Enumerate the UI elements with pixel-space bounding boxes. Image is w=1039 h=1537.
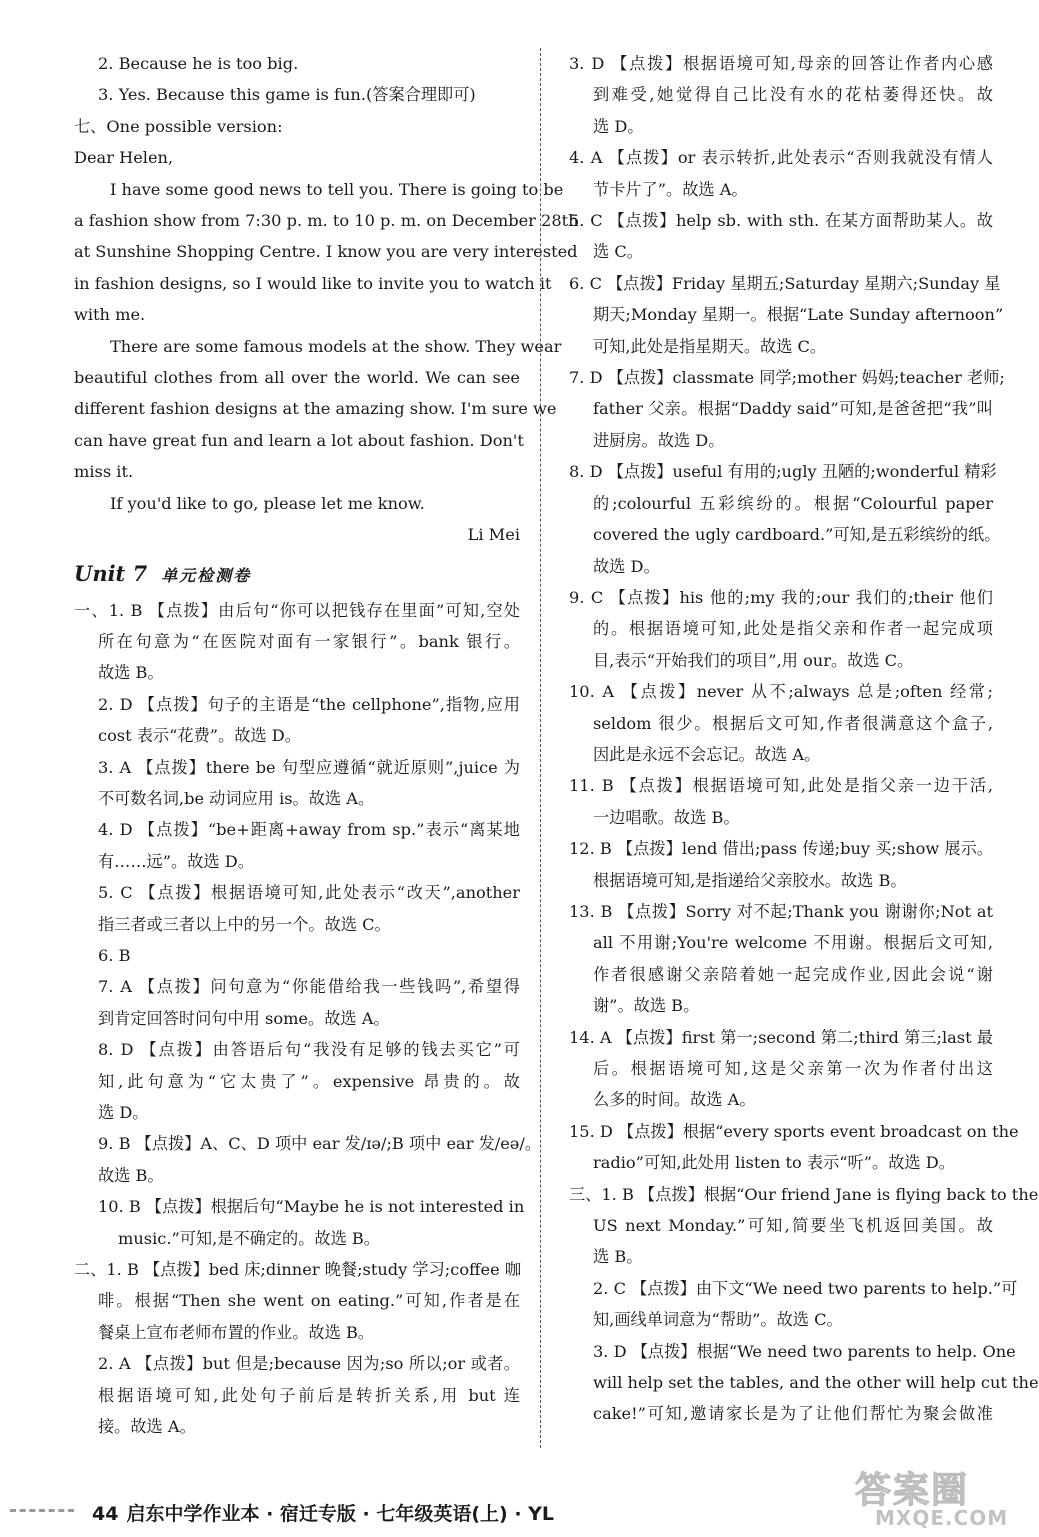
text-line: all 不用谢;You're welcome 不用谢。根据后文可知,: [593, 933, 993, 953]
text-line: cost 表示“花费”。故选 D。: [98, 726, 301, 746]
text-line: different fashion designs at the amazing show. I'm sure we: [74, 399, 557, 419]
text-line: 接。故选 A。: [98, 1417, 196, 1437]
text-line: cake!”可知,邀请家长是为了让他们帮忙为聚会做准: [593, 1404, 993, 1424]
text-line: 5. C 【点拨】help sb. with sth. 在某方面帮助某人。故: [569, 211, 993, 231]
text-line: 作者很感谢父亲陪着她一起完成作业,因此会说“谢: [593, 964, 993, 984]
unit-title: Unit 7: [74, 560, 148, 586]
text-line: 的;colourful 五彩缤纷的。根据“Colourful paper: [593, 493, 993, 513]
unit-heading: [74, 555, 520, 595]
text-line: 2. A 【点拨】but 但是;because 因为;so 所以;or 或者。: [98, 1354, 520, 1374]
text-line: 到肯定回答时问句中用 some。故选 A。: [98, 1008, 390, 1028]
text-line: 二、1. B 【点拨】bed 床;dinner 晚餐;study 学习;coffee 咖: [74, 1260, 522, 1280]
text-line: 的。根据语境可知,此处是指父亲和作者一起完成项: [593, 619, 993, 639]
watermark-logo: 答案圈: [855, 1470, 970, 1511]
watermark-url: MXQE.COM: [875, 1506, 1009, 1530]
text-line: 目,表示“开始我们的项目”,用 our。故选 C。: [593, 650, 914, 670]
text-line: 根据语境可知,是指递给父亲胶水。故选 B。: [593, 870, 907, 890]
text-line: 所在句意为“在医院对面有一家银行”。bank 银行。: [98, 631, 520, 651]
text-line: 11. B 【点拨】根据语境可知,此处是指父亲一边干活,: [569, 776, 993, 796]
text-line: music.”可知,是不确定的。故选 B。: [118, 1228, 380, 1248]
text-line: covered the ugly cardboard.”可知,是五彩缤纷的纸。: [593, 525, 1001, 545]
unit-subtitle: 单元检测卷: [161, 565, 252, 585]
text-line: 一、1. B 【点拨】由后句“你可以把钱存在里面”可知,空处: [74, 600, 520, 620]
text-line: US next Monday.”可知,简要坐飞机返回美国。故: [593, 1216, 993, 1236]
text-line: 餐桌上宣布老师布置的作业。故选 B。: [98, 1322, 375, 1342]
text-line: 故选 D。: [593, 556, 660, 576]
left-column: [74, 48, 579, 1442]
text-line: 一边唱歌。故选 B。: [593, 807, 740, 827]
text-line: 5. C 【点拨】根据语境可知,此处表示“改天”,another: [98, 883, 520, 903]
text-line: 7. D 【点拨】classmate 同学;mother 妈妈;teacher 老师;: [569, 368, 1005, 388]
page-number: 44: [92, 1503, 119, 1525]
footer-decor-bar: [10, 1509, 74, 1516]
text-line: 不可数名词,be 动词应用 is。故选 A。: [98, 788, 375, 808]
text-line: 有……远”。故选 D。: [98, 851, 254, 871]
text-line: 期天;Monday 星期一。根据“Late Sunday afternoon”: [593, 305, 1004, 325]
text-line: 4. D 【点拨】“be+距离+away from sp.”表示“离某地: [98, 820, 520, 840]
text-line: 3. D 【点拨】根据语境可知,母亲的回答让作者内心感: [569, 54, 993, 73]
text-line: 9. B 【点拨】A、C、D 项中 ear 发/ɪə/;B 项中 ear 发/eə/。: [98, 1134, 542, 1154]
text-line: at Sunshine Shopping Centre. I know you are very interested: [74, 242, 578, 262]
text-line: 9. C 【点拨】his 他的;my 我的;our 我们的;their 他们: [569, 587, 993, 607]
text-line: I have some good news to tell you. There is going to be: [110, 179, 564, 199]
text-line: 三、1. B 【点拨】根据“Our friend Jane is flying back to the: [569, 1184, 1039, 1204]
text-line: 选 B。: [593, 1247, 643, 1267]
text-line: 8. D 【点拨】由答语后句“我没有足够的钱去买它”可: [98, 1040, 520, 1060]
text-line: will help set the tables, and the other will help cut the: [593, 1373, 1039, 1393]
text-line: 2. D 【点拨】句子的主语是“the cellphone”,指物,应用: [98, 694, 520, 714]
right-answer-block: [569, 48, 1039, 1430]
watermark: [815, 1462, 1009, 1534]
text-line: beautiful clothes from all over the world. We can see: [74, 368, 520, 388]
text-line: 啡。根据“Then she went on eating.”可知,作者是在: [98, 1291, 520, 1311]
text-line: 知,画线单词意为“帮助”。故选 C。: [593, 1310, 843, 1330]
text-line: 2. Because he is too big.: [98, 54, 299, 73]
text-line: 6. B: [98, 945, 131, 965]
text-line: 指三者或三者以上中的另一个。故选 C。: [98, 914, 391, 934]
text-line: 么多的时间。故选 A。: [593, 1090, 756, 1110]
text-line: 10. A 【点拨】never 从不;always 总是;often 经常;: [569, 682, 993, 702]
text-line: 10. B 【点拨】根据后句“Maybe he is not interested in: [98, 1197, 525, 1217]
text-line: 4. A 【点拨】or 表示转折,此处表示“否则我就没有情人: [569, 148, 993, 168]
text-line: 故选 B。: [98, 1165, 164, 1185]
text-line: 13. B 【点拨】Sorry 对不起;Thank you 谢谢你;Not at: [569, 901, 993, 921]
right-column: [569, 48, 1039, 1430]
text-line: If you'd like to go, please let me know.: [110, 493, 425, 513]
text-line: 3. D 【点拨】根据“We need two parents to help. One: [593, 1341, 1016, 1361]
text-line: 可知,此处是指星期天。故选 C。: [593, 336, 827, 356]
text-line: radio”可知,此处用 listen to 表示“听”。故选 D。: [593, 1153, 955, 1173]
text-line: 进厨房。故选 D。: [593, 430, 725, 450]
text-line: 8. D 【点拨】useful 有用的;ugly 丑陋的;wonderful 精彩: [569, 462, 997, 482]
unit-answers-block: [74, 595, 542, 1443]
text-line: 14. A 【点拨】first 第一;second 第二;third 第三;last 最: [569, 1027, 993, 1047]
text-line: 故选 B。: [98, 663, 164, 683]
text-line: 选 C。: [593, 242, 643, 262]
text-line: miss it.: [74, 462, 134, 482]
text-line: 到难受,她觉得自己比没有水的花枯萎得还快。故: [593, 85, 993, 105]
text-line: 3. Yes. Because this game is fun.(答案合理即可): [98, 85, 476, 105]
left-answer-block: [74, 48, 579, 551]
text-line: with me.: [74, 305, 146, 325]
text-line: 七、One possible version:: [74, 116, 283, 136]
book-title: 启东中学作业本 · 宿迁专版 · 七年级英语(上) · YL: [126, 1503, 555, 1525]
column-divider: [540, 48, 541, 1448]
text-line: 节卡片了”。故选 A。: [593, 179, 748, 199]
text-line: 谢”。故选 B。: [593, 996, 700, 1016]
text-line: 知,此句意为“它太贵了”。expensive 昂贵的。故: [98, 1071, 520, 1091]
text-line: 12. B 【点拨】lend 借出;pass 传递;buy 买;show 展示。: [569, 839, 993, 859]
text-line: There are some famous models at the show. They wear: [110, 336, 562, 356]
text-line: Dear Helen,: [74, 148, 174, 168]
text-line: 后。根据语境可知,这是父亲第一次为作者付出这: [593, 1059, 993, 1078]
text-line: 选 D。: [98, 1103, 149, 1122]
text-line: 因此是永远不会忘记。故选 A。: [593, 744, 821, 764]
text-line: father 父亲。根据“Daddy said”可知,是爸爸把“我”叫: [593, 399, 993, 419]
text-line: 3. A 【点拨】there be 句型应遵循“就近原则”,juice 为: [98, 757, 520, 777]
text-line: Li Mei: [467, 525, 520, 545]
text-line: 选 D。: [593, 116, 644, 136]
text-line: a fashion show from 7:30 p. m. to 10 p. m. on December 28th: [74, 211, 579, 231]
text-line: 7. A 【点拨】问句意为“你能借给我一些钱吗”,希望得: [98, 977, 520, 997]
text-line: 2. C 【点拨】由下文“We need two parents to help.”可: [593, 1278, 1018, 1298]
text-line: 15. D 【点拨】根据“every sports event broadcast on the: [569, 1121, 1019, 1141]
text-line: can have great fun and learn a lot about fashion. Don't: [74, 430, 524, 450]
text-line: 6. C 【点拨】Friday 星期五;Saturday 星期六;Sunday 星: [569, 273, 1001, 293]
text-line: 根据语境可知,此处句子前后是转折关系,用 but 连: [98, 1385, 520, 1405]
text-line: in fashion designs, so I would like to invite you to watch it: [74, 273, 552, 293]
text-line: seldom 很少。根据后文可知,作者很满意这个盒子,: [593, 713, 993, 733]
